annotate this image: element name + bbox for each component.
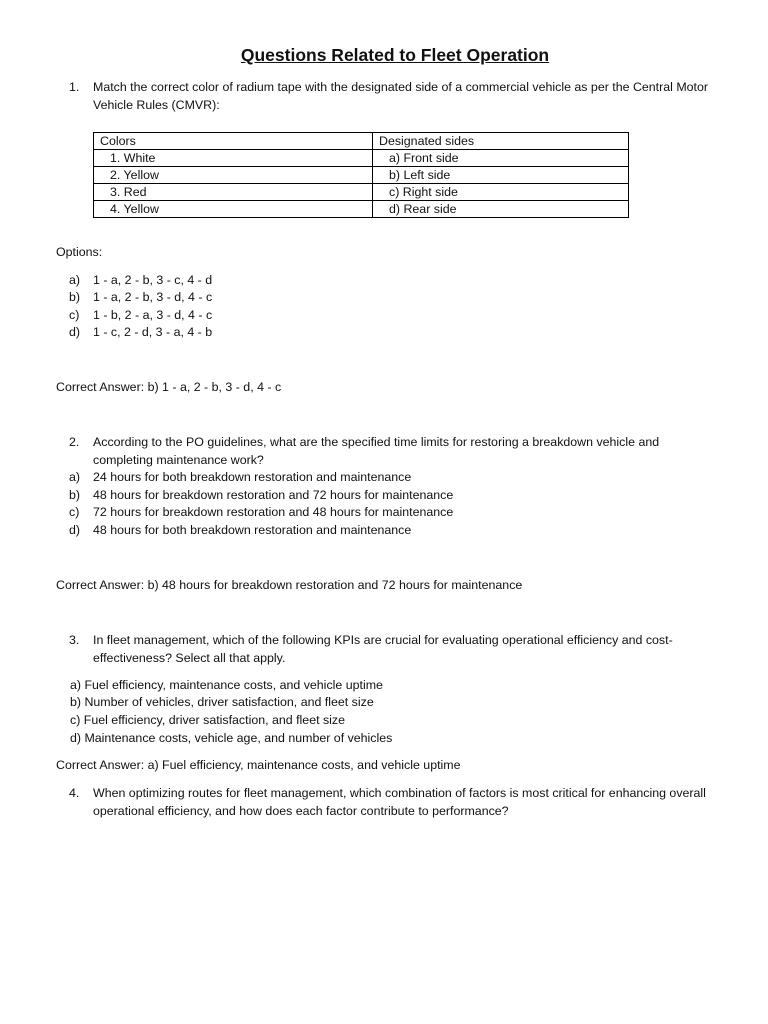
table-row <box>94 201 629 218</box>
table-header-row <box>94 133 629 150</box>
q1-option-b-text: 1 - a, 2 - b, 3 - d, 4 - c <box>93 290 213 304</box>
q2-option-d-label: d) <box>69 523 81 537</box>
question-2-text: According to the PO guidelines, what are the specified time limits for restoring a breakdown vehicle and completing maintenance work? <box>93 435 660 467</box>
q2-option-a-text: 24 hours for both breakdown restoration and maintenance <box>93 470 412 484</box>
table-cell-color: 1. White <box>94 150 373 167</box>
q3-option-c: c) Fuel efficiency, driver satisfaction, and fleet size <box>70 713 346 727</box>
q1-option-d-label: d) <box>69 325 81 339</box>
q3-option-a: a) Fuel efficiency, maintenance costs, and vehicle uptime <box>70 678 383 692</box>
table-cell-color: 3. Red <box>94 184 373 201</box>
q1-option-b-label: b) <box>69 290 81 304</box>
table-row <box>94 150 629 167</box>
q1-correct-answer: Correct Answer: b) 1 - a, 2 - b, 3 - d, 4 - c <box>56 380 282 394</box>
q1-option-a-label: a) <box>69 273 81 287</box>
q2-option-a-label: a) <box>69 470 81 484</box>
q2-option-d-text: 48 hours for both breakdown restoration and maintenance <box>93 523 412 537</box>
question-3-text: In fleet management, which of the following KPIs are crucial for evaluating operational efficiency and cost-effectiveness? Select all that apply. <box>93 633 673 665</box>
table-cell-side: d) Rear side <box>373 201 629 218</box>
question-4-text: When optimizing routes for fleet management, which combination of factors is most critical for enhancing overall operational efficiency, and how does each factor contribute to performance? <box>93 786 706 818</box>
question-2-number: 2. <box>69 435 80 449</box>
question-1-number: 1. <box>69 80 80 94</box>
page-title: Questions Related to Fleet Operation <box>240 45 550 65</box>
table-cell-side: b) Left side <box>373 167 629 184</box>
q2-correct-answer: Correct Answer: b) 48 hours for breakdown restoration and 72 hours for maintenance <box>56 578 523 592</box>
q1-option-c-text: 1 - b, 2 - a, 3 - d, 4 - c <box>93 308 213 322</box>
q2-option-c-label: c) <box>69 505 80 519</box>
q2-option-b-text: 48 hours for breakdown restoration and 72 hours for maintenance <box>93 488 454 502</box>
table-cell-side: c) Right side <box>373 184 629 201</box>
match-table <box>93 132 629 218</box>
q2-option-c-text: 72 hours for breakdown restoration and 48 hours for maintenance <box>93 505 454 519</box>
options-label: Options: <box>56 245 103 259</box>
question-3-number: 3. <box>69 633 80 647</box>
table-header-colors: Colors <box>94 133 373 150</box>
question-4-number: 4. <box>69 786 80 800</box>
q1-option-c-label: c) <box>69 308 80 322</box>
table-cell-color: 2. Yellow <box>94 167 373 184</box>
q3-option-d: d) Maintenance costs, vehicle age, and number of vehicles <box>70 731 393 745</box>
table-row <box>94 184 629 201</box>
table-cell-color: 4. Yellow <box>94 201 373 218</box>
q3-option-b: b) Number of vehicles, driver satisfaction, and fleet size <box>70 695 374 709</box>
table-header-sides: Designated sides <box>373 133 629 150</box>
q1-option-a-text: 1 - a, 2 - b, 3 - c, 4 - d <box>93 273 213 287</box>
q2-option-b-label: b) <box>69 488 81 502</box>
q1-option-d-text: 1 - c, 2 - d, 3 - a, 4 - b <box>93 325 213 339</box>
table-row <box>94 167 629 184</box>
table-cell-side: a) Front side <box>373 150 629 167</box>
q3-correct-answer: Correct Answer: a) Fuel efficiency, maintenance costs, and vehicle uptime <box>56 758 461 772</box>
question-1-text: Match the correct color of radium tape with the designated side of a commercial vehicle as per the Central Motor Vehicle Rules (CMVR): <box>93 80 709 112</box>
